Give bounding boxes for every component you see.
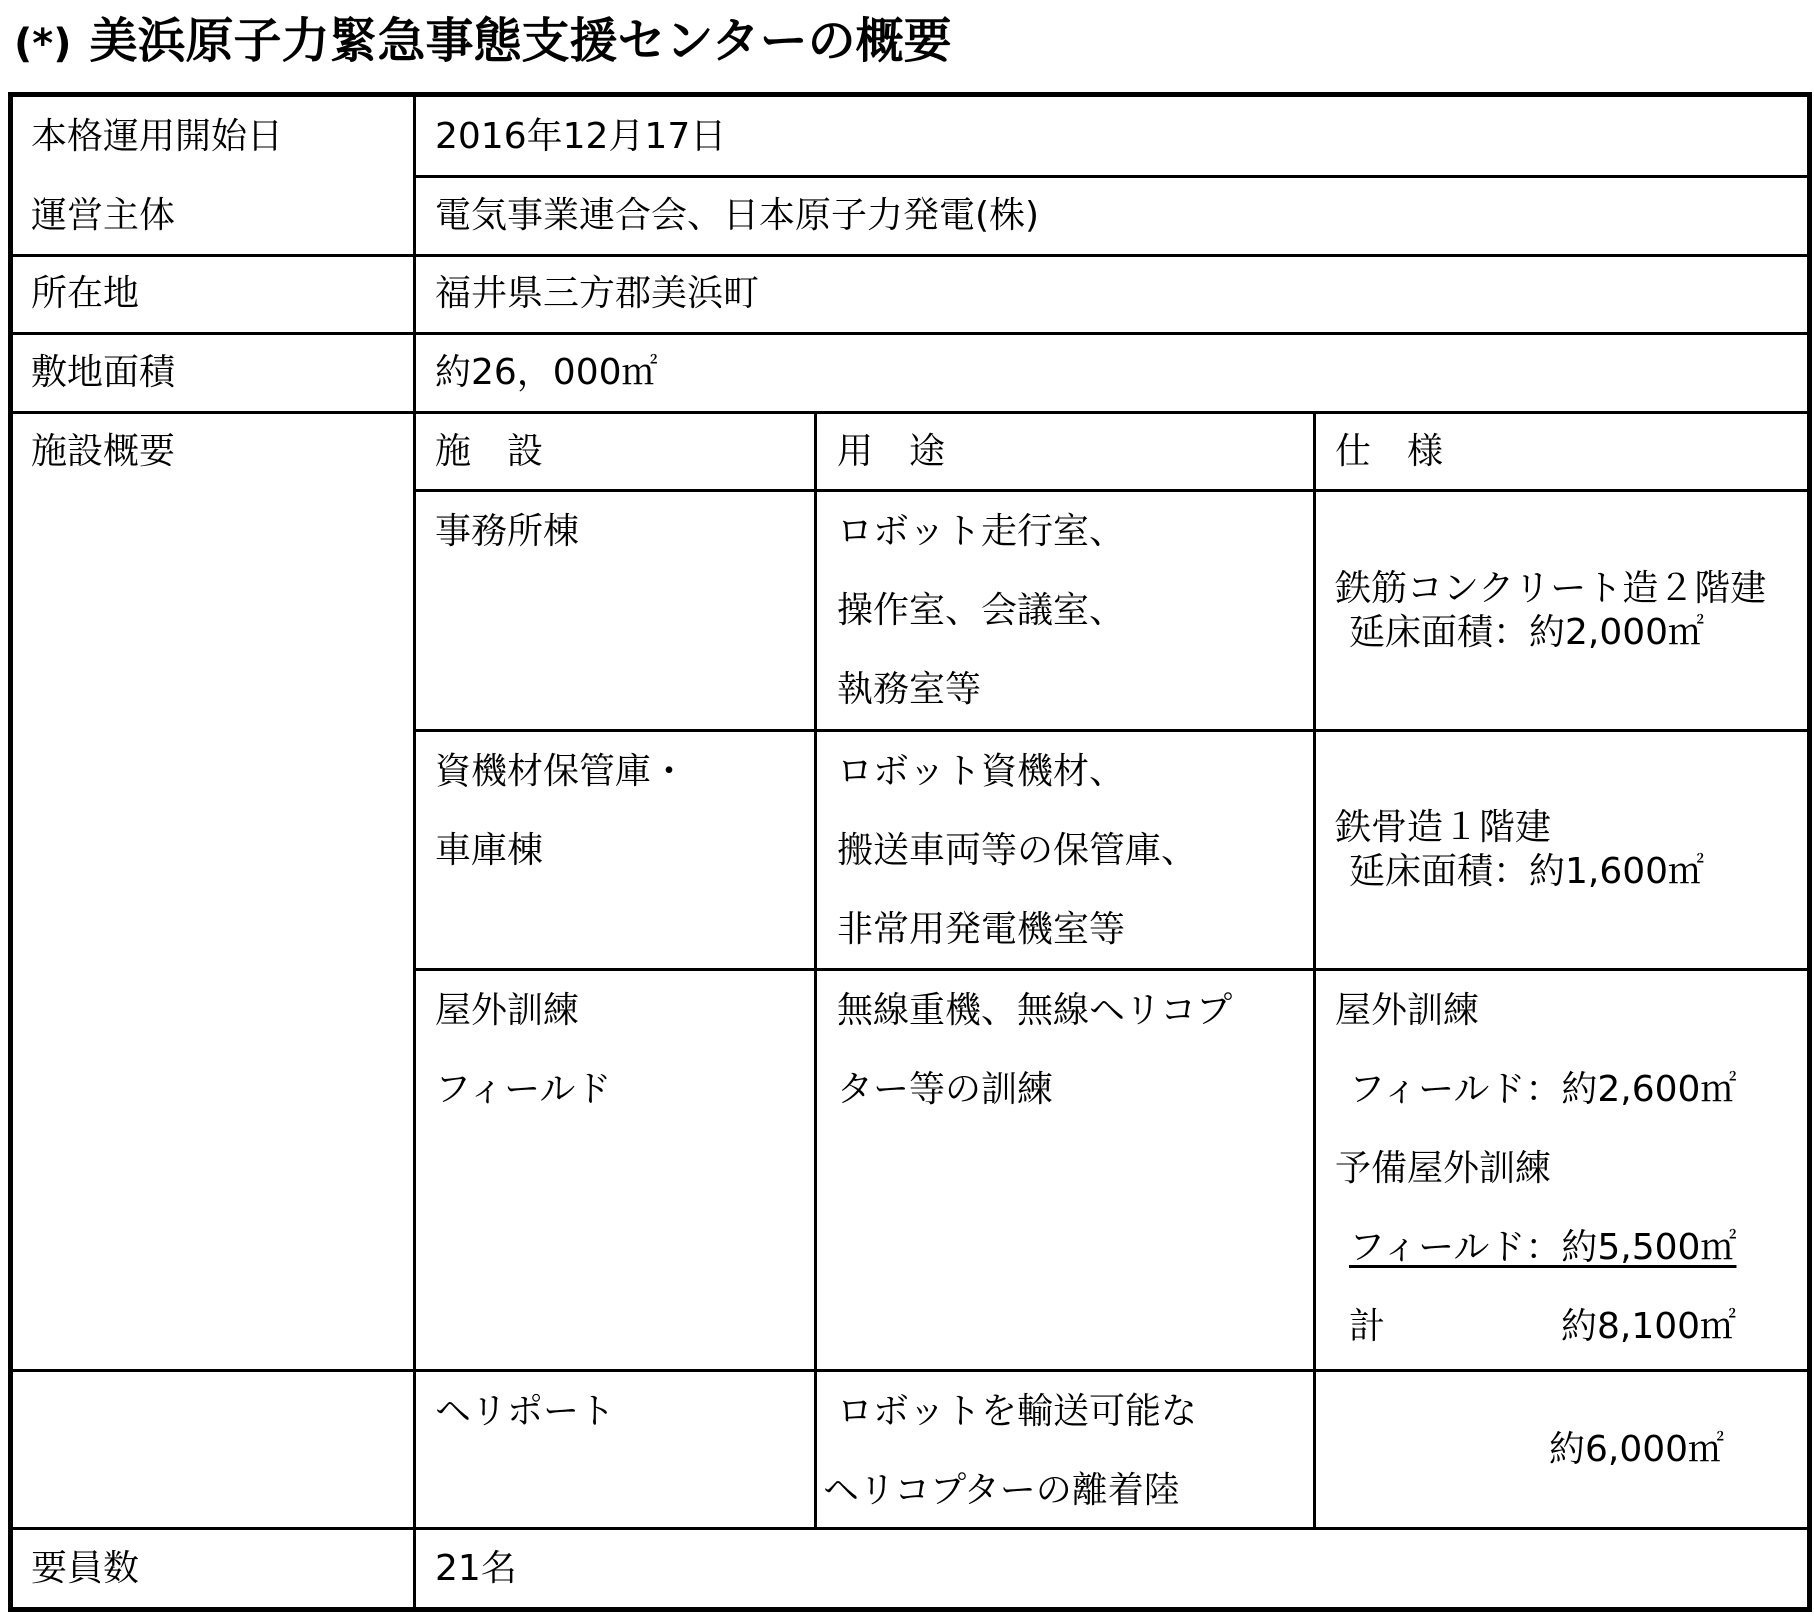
operator-value: 電気事業連合会、日本原子力発電(株)	[435, 195, 1040, 236]
row-divider	[413, 175, 1807, 178]
total-label: 計	[1349, 1306, 1386, 1347]
header-spec: 仕 様	[1335, 431, 1444, 472]
facility-spec: 屋外訓練	[1335, 990, 1480, 1031]
location-label: 所在地	[31, 273, 140, 314]
facilities-label: 施設概要	[31, 431, 176, 472]
facility-name: 屋外訓練	[435, 990, 580, 1031]
location-value: 福井県三方郡美浜町	[435, 273, 760, 314]
row-divider	[413, 968, 1807, 971]
facility-use: ター等の訓練	[837, 1069, 1054, 1110]
column-divider	[814, 411, 817, 1530]
row-divider	[413, 489, 1807, 492]
title-mark: (*)	[14, 21, 72, 67]
overview-table	[8, 92, 1812, 1612]
facility-spec: フィールド：約2,600㎡	[1349, 1069, 1737, 1110]
facility-spec: 約6,000㎡	[1549, 1429, 1725, 1470]
operator-label: 運営主体	[31, 195, 176, 236]
facility-use: ヘリコプターの離着陸	[823, 1470, 1180, 1511]
total-value: 約8,100㎡	[1561, 1306, 1737, 1347]
facility-name: 資機材保管庫・	[435, 751, 688, 792]
site-area-value: 約26，000㎡	[435, 352, 658, 393]
site-area-label: 敷地面積	[31, 352, 176, 393]
start-date-value: 2016年12月17日	[435, 116, 727, 157]
row-divider	[13, 1527, 1807, 1530]
facility-use: 操作室、会議室、	[837, 590, 1126, 631]
facility-use: 非常用発電機室等	[837, 909, 1126, 950]
row-divider	[13, 254, 1807, 257]
facility-spec: 延床面積：約1,600㎡	[1349, 851, 1705, 892]
facility-name: ヘリポート	[435, 1391, 616, 1432]
column-divider	[413, 97, 416, 1607]
row-divider	[413, 729, 1807, 732]
facility-spec: 鉄骨造１階建	[1335, 807, 1552, 848]
start-date-label: 本格運用開始日	[31, 116, 284, 157]
facility-use: ロボット走行室、	[837, 511, 1126, 552]
row-divider	[13, 332, 1807, 335]
header-facility: 施 設	[435, 431, 544, 472]
facility-name: 車庫棟	[435, 830, 544, 871]
facility-use: 無線重機、無線ヘリコプ	[837, 990, 1233, 1031]
facility-use: ロボットを輸送可能な	[837, 1391, 1198, 1432]
facility-spec: 予備屋外訓練	[1335, 1148, 1552, 1189]
header-use: 用 途	[837, 431, 946, 472]
facility-name: 事務所棟	[435, 511, 580, 552]
row-divider	[13, 411, 1807, 414]
title-text: 美浜原子力緊急事態支援センターの概要	[89, 13, 952, 69]
facility-name: フィールド	[435, 1069, 612, 1110]
facility-use: 執務室等	[837, 669, 982, 710]
facility-spec: 延床面積：約2,000㎡	[1349, 612, 1705, 653]
page-title	[14, 6, 952, 76]
facility-spec: 鉄筋コンクリート造２階建	[1335, 568, 1767, 609]
row-divider	[13, 1369, 1807, 1372]
facility-spec: フィールド：約5,500㎡	[1349, 1227, 1737, 1268]
facility-use: 搬送車両等の保管庫、	[837, 830, 1198, 871]
staff-value: 21名	[435, 1548, 517, 1589]
column-divider	[1313, 411, 1316, 1530]
facility-use: ロボット資機材、	[837, 751, 1126, 792]
staff-label: 要員数	[31, 1548, 140, 1589]
